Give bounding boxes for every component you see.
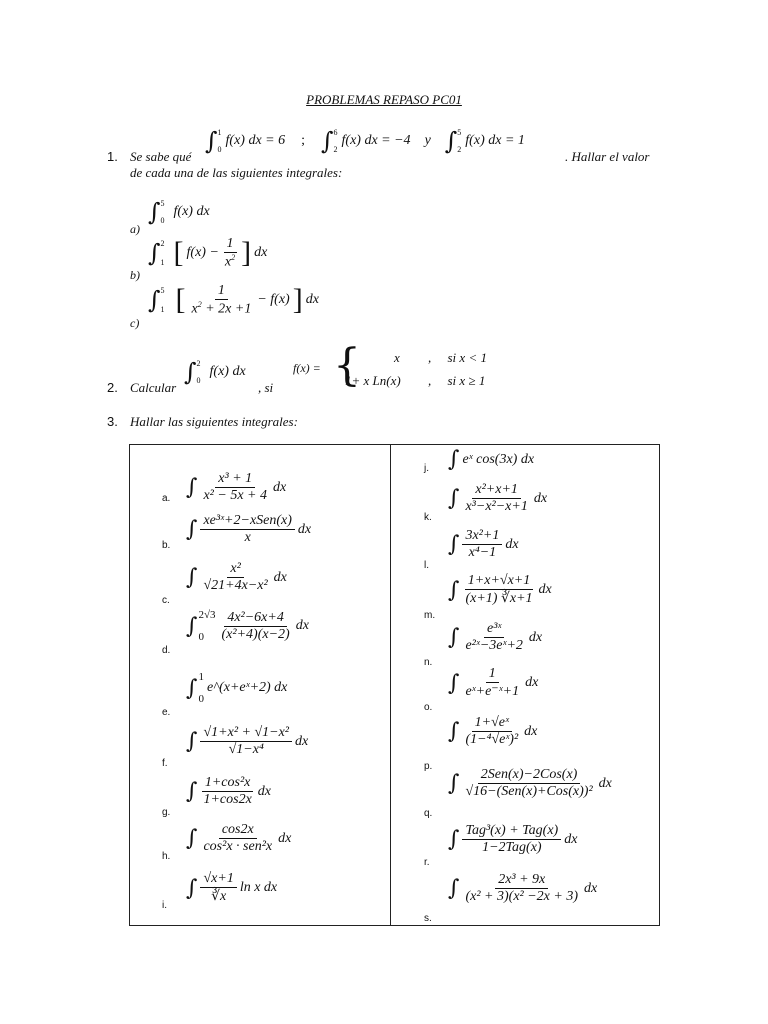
right-item-letter: l.	[424, 560, 429, 571]
integral-sign-icon: ∫	[448, 447, 460, 472]
integral-sign-icon: ∫	[448, 876, 460, 901]
denominator: (x² + 3)(x² −2x + 3)	[465, 889, 578, 904]
limit-lower: 2	[457, 145, 462, 154]
differential: dx	[524, 723, 538, 739]
given-integrals	[205, 127, 525, 155]
differential: dx	[584, 880, 598, 896]
limit-lower: 0	[160, 216, 165, 225]
piecewise-name: f(x) =	[293, 361, 321, 375]
integral-limits	[198, 671, 204, 705]
right-item-letter: q.	[424, 808, 433, 819]
integral-sign-icon: ∫	[186, 675, 198, 701]
denominator: √21+4x−x²	[203, 578, 268, 593]
right-item-letter: o.	[424, 702, 433, 713]
problem-2-si: , si	[258, 380, 274, 395]
left-item-letter: a.	[162, 493, 171, 504]
numerator: 2x³ + 9x	[495, 872, 548, 889]
integral-sign-icon: ∫	[186, 517, 198, 542]
differential: dx	[538, 582, 552, 597]
differential: dx	[273, 479, 287, 495]
fraction	[462, 872, 581, 905]
integrals-table	[129, 444, 660, 926]
right-item-expression	[448, 767, 612, 800]
denominator: √16−(Sen(x)+Cos(x))²	[465, 784, 593, 799]
brace-icon: {	[333, 340, 361, 391]
integral-sign-icon: ∫	[448, 827, 460, 852]
right-item-expression	[448, 872, 597, 905]
problem-1-number: 1.	[107, 149, 118, 164]
limit-lower: 0	[198, 631, 204, 643]
left-item-expression	[186, 871, 277, 905]
integral-sign-icon: ∫	[148, 286, 161, 315]
integral-sign-icon: ∫	[186, 613, 198, 639]
numerator: 1+cos²x	[202, 775, 254, 792]
integral-sign-icon: ∫	[448, 771, 460, 796]
numerator: x²+x+1	[472, 482, 521, 499]
fraction	[462, 767, 595, 800]
piecewise-case-2: 1+ x Ln(x)	[345, 373, 401, 388]
table-divider	[390, 445, 391, 925]
right-item-expression	[448, 823, 577, 856]
integral-sign-icon: ∫	[448, 670, 460, 696]
fraction	[200, 725, 292, 758]
numerator: e³ˣ	[484, 621, 504, 638]
left-item-letter: c.	[162, 595, 170, 606]
numerator: cos2x	[219, 822, 257, 839]
denominator: √1−x⁴	[228, 742, 264, 757]
integral-sign-icon: ∫	[448, 577, 460, 603]
differential: dx	[525, 675, 539, 690]
limit-lower: 2	[333, 145, 338, 154]
numerator: √x+1	[200, 871, 236, 888]
left-item-expression	[186, 671, 287, 705]
left-item-expression	[186, 471, 286, 504]
right-item-expression	[448, 715, 537, 748]
left-item-letter: i.	[162, 900, 167, 911]
fraction	[462, 573, 535, 607]
denominator: ∛x	[211, 889, 227, 904]
denominator: x³−x²−x+1	[465, 499, 528, 514]
limit-upper: 2	[196, 359, 201, 368]
piecewise-cond-2: , si x ≥ 1	[428, 373, 486, 388]
numerator: 1+x+√x+1	[465, 573, 533, 590]
numerator: x³ + 1	[215, 471, 255, 488]
left-item-expression	[186, 609, 309, 643]
differential: dx	[295, 733, 309, 749]
numerator: Tag³(x) + Tag(x)	[462, 823, 561, 840]
piecewise-cond-1: , si x < 1	[428, 350, 487, 365]
numerator: √1+x² + √1−x²	[200, 725, 292, 742]
right-item-letter: p.	[424, 761, 433, 772]
fraction	[200, 822, 275, 855]
denominator: (x+1) ∛x+1	[465, 591, 533, 606]
right-item-letter: r.	[424, 857, 430, 868]
left-item-letter: f.	[162, 758, 168, 769]
fraction	[200, 775, 254, 808]
separator: ;	[301, 133, 305, 148]
right-item-expression	[448, 573, 552, 607]
right-item-letter: j.	[424, 463, 429, 474]
limit-upper: 2√3	[198, 609, 216, 621]
item-1c-expression: ∫ 5 1 [ $\frac{1}{x^2 + 2x +1}$ − f(x) ] dx	[148, 283, 319, 317]
given-1: f(x) dx = 6	[225, 133, 286, 148]
integrand: f(x) dx	[209, 364, 246, 379]
problem-2-label: Calcular	[130, 380, 177, 395]
right-item-letter: k.	[424, 512, 432, 523]
integrand: e^(x+eˣ+2) dx	[206, 680, 288, 695]
left-item-letter: g.	[162, 807, 171, 818]
denominator: x	[244, 530, 251, 545]
right-item-expression	[448, 447, 534, 472]
problem-2-number: 2.	[107, 380, 118, 395]
right-item-expression	[448, 482, 547, 515]
problem-1-intro: Se sabe qué	[130, 149, 192, 164]
denominator: eˣ+e⁻ˣ+1	[465, 684, 520, 699]
left-item-expression	[186, 561, 287, 594]
problem-3-label: Hallar las siguientes integrales:	[130, 414, 298, 429]
integral-sign-icon: ∫	[448, 532, 460, 557]
denominator: cos²x · sen²x	[203, 839, 273, 854]
denominator: (x²+4)(x−2)	[221, 626, 290, 642]
fraction	[462, 715, 521, 748]
differential: dx	[533, 490, 548, 506]
right-item-letter: m.	[424, 610, 436, 621]
right-item-letter: s.	[424, 913, 432, 924]
fraction	[462, 666, 522, 700]
problem-1-line2: de cada una de las siguientes integrales:	[130, 165, 343, 180]
limit-upper: 6	[333, 128, 338, 137]
integral-limits	[198, 609, 215, 643]
right-item-expression	[448, 528, 519, 561]
integrand: f(x) dx	[173, 204, 210, 219]
integral-sign-icon: ∫	[205, 127, 218, 155]
numerator: xe³ˣ+2−xSen(x)	[200, 513, 294, 530]
left-item-letter: e.	[162, 707, 171, 718]
differential: dx	[564, 831, 578, 847]
denominator: x² − 5x + 4	[203, 488, 267, 503]
piecewise-case-1: x	[394, 350, 400, 365]
integral-sign-icon: ∫	[186, 779, 198, 804]
left-item-letter: d.	[162, 645, 171, 656]
item-1a-label: a)	[130, 222, 140, 236]
differential: dx	[528, 629, 543, 645]
left-item-expression	[186, 725, 308, 758]
given-2: f(x) dx = −4	[341, 133, 411, 148]
numerator: 2Sen(x)−2Cos(x)	[478, 767, 581, 784]
limit-lower: 0	[198, 693, 204, 705]
integral-sign-icon: ∫	[148, 198, 161, 226]
limit-upper: 5	[457, 128, 462, 137]
differential: dx	[257, 783, 272, 799]
denominator: e²ˣ−3eˣ+2	[465, 638, 523, 653]
denominator: x⁴−1	[468, 545, 497, 560]
item-1b-expression: ∫ 2 1 [ f(x) − $\frac{1}{x^2}$ ] dx	[148, 236, 268, 270]
denominator: 1+cos2x	[203, 792, 252, 807]
conjunction: y	[424, 133, 431, 148]
problem-3-number: 3.	[107, 414, 118, 429]
fraction	[200, 513, 294, 546]
numerator: 1+√eˣ	[472, 715, 512, 732]
item-1b-label: b)	[130, 268, 140, 282]
fraction	[200, 471, 270, 504]
integral-sign-icon: ∫	[148, 239, 161, 268]
fraction	[200, 871, 236, 905]
integral-sign-icon: ∫	[448, 625, 460, 650]
integral-sign-icon: ∫	[448, 719, 460, 744]
limit-upper: 1	[198, 671, 204, 683]
item-1c-label: c)	[130, 316, 140, 330]
given-3: f(x) dx = 1	[465, 133, 525, 148]
fraction	[462, 482, 530, 515]
numerator: x²	[227, 561, 243, 578]
differential: dx	[273, 569, 287, 585]
integral-sign-icon: ∫	[321, 127, 334, 155]
fraction	[219, 610, 293, 643]
differential: dx	[598, 775, 612, 791]
right-item-expression	[448, 621, 542, 654]
fraction	[462, 528, 502, 561]
differential: dx	[297, 521, 312, 537]
differential: ln x dx	[239, 880, 278, 895]
integral-sign-icon: ∫	[186, 565, 198, 590]
fraction	[200, 561, 270, 594]
limit-lower: 0	[196, 376, 201, 385]
item-1a-expression	[148, 198, 210, 226]
page-title: PROBLEMAS REPASO PC01	[306, 92, 462, 107]
integral-sign-icon: ∫	[186, 875, 198, 901]
integral-sign-icon: ∫	[448, 486, 460, 511]
limit-upper: 5	[160, 199, 165, 208]
left-item-expression	[186, 822, 291, 855]
differential: dx	[278, 830, 292, 846]
limit-upper: 1	[217, 128, 222, 137]
left-item-letter: b.	[162, 540, 171, 551]
problem-1-tail: . Hallar el valor	[565, 149, 650, 164]
numerator: 1	[486, 666, 499, 683]
left-item-letter: h.	[162, 851, 171, 862]
differential: dx	[505, 536, 519, 552]
fraction	[462, 823, 561, 856]
differential: dx	[295, 618, 309, 633]
integral-sign-icon: ∫	[186, 826, 198, 851]
integral-sign-icon: ∫	[444, 127, 458, 155]
limit-lower: 0	[217, 145, 222, 154]
right-item-expression	[448, 666, 538, 700]
left-item-expression	[186, 775, 271, 808]
integral-sign-icon: ∫	[186, 729, 198, 754]
problem-2-integral	[184, 358, 246, 386]
left-item-expression	[186, 513, 311, 546]
right-item-letter: n.	[424, 657, 433, 668]
denominator: (1−⁴√eˣ)²	[465, 732, 519, 747]
integrand: eˣ cos(3x) dx	[462, 451, 535, 467]
integral-sign-icon: ∫	[184, 358, 197, 386]
numerator: 4x²−6x+4	[224, 610, 287, 627]
numerator: 3x²+1	[462, 528, 502, 545]
integral-sign-icon: ∫	[186, 475, 198, 500]
denominator: 1−2Tag(x)	[482, 840, 542, 855]
fraction	[462, 621, 525, 654]
